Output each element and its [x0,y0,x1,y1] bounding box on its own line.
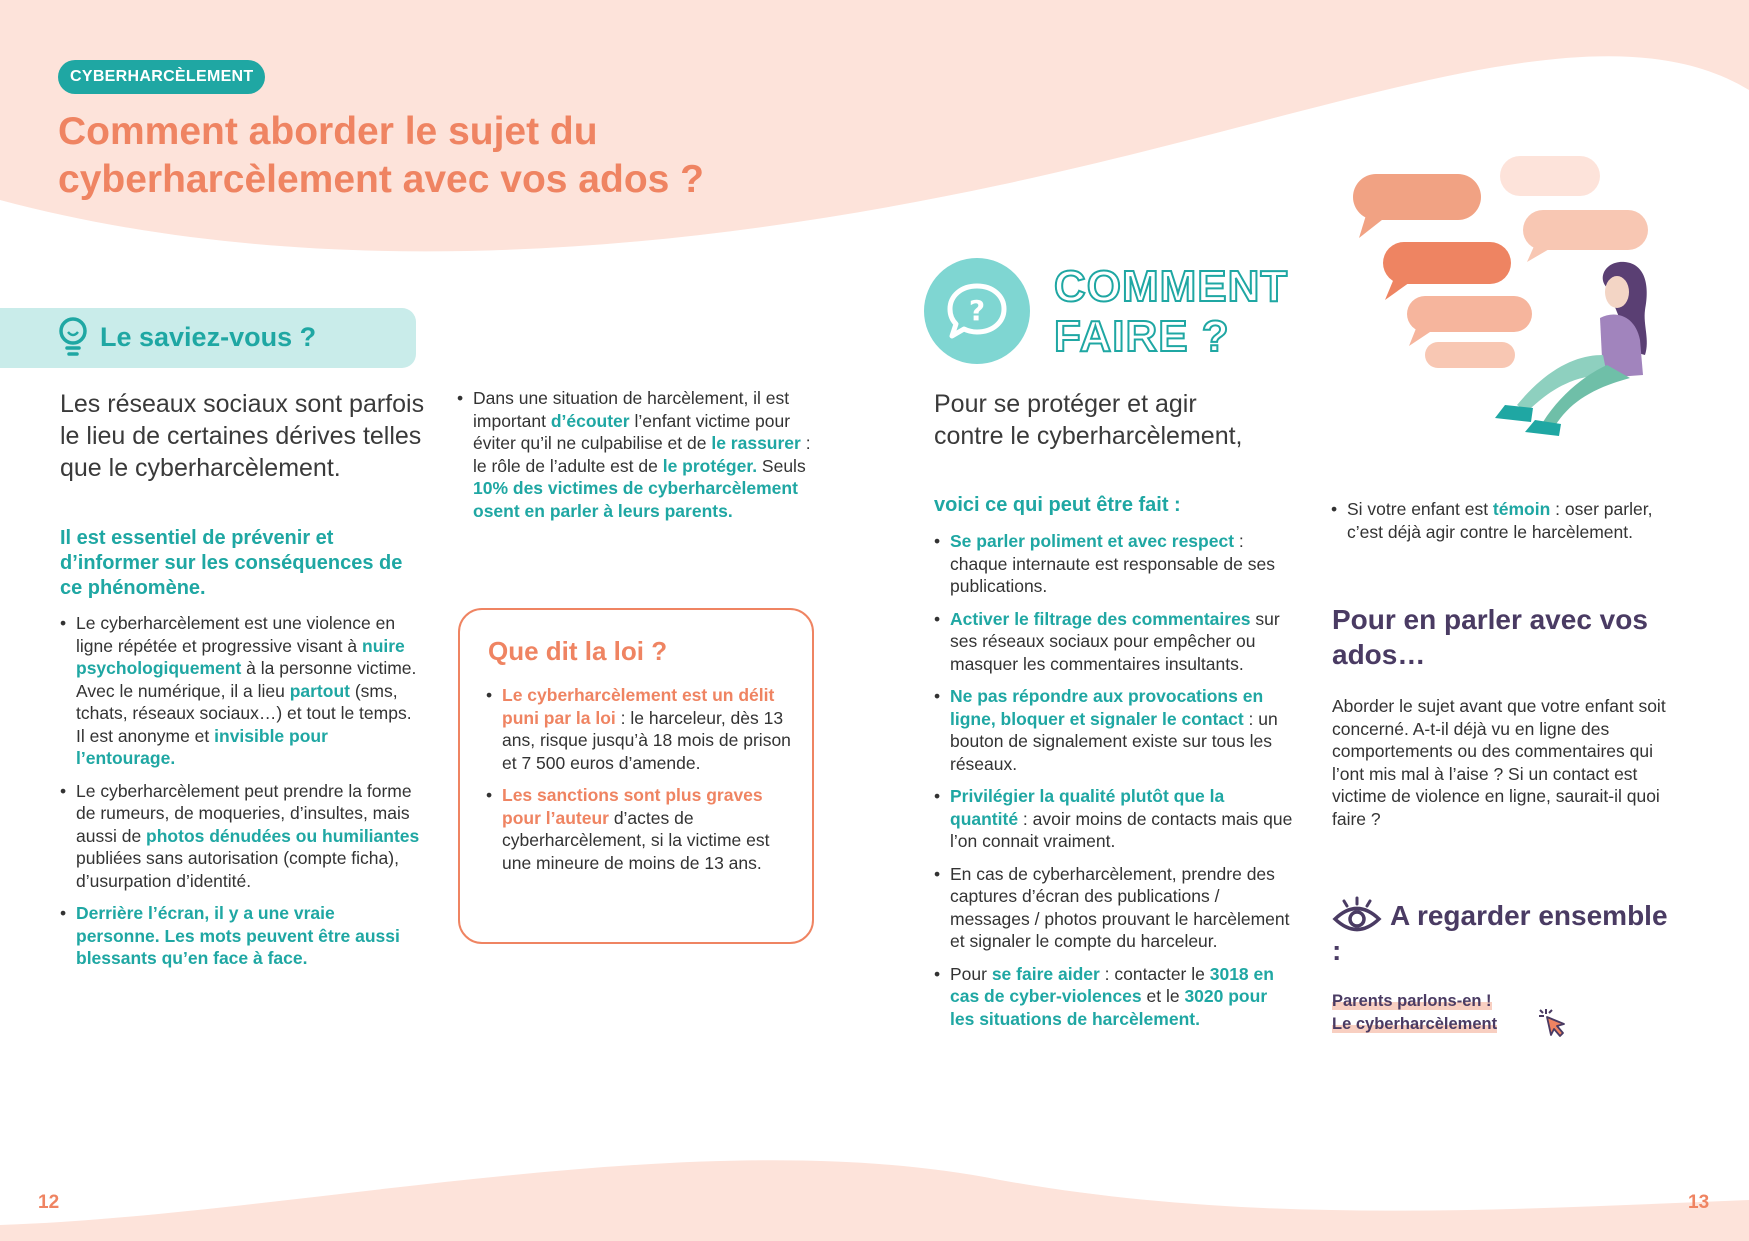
list-item: • Dans une situation de harcèlement, il est important d’écouter l’enfant victime pour éviter qu’il ne culpabilise et de le rassurer : le rôle de l’adulte est de le protéger. Seuls 10% des victimes de cyberharcèlement osent en parler à leurs parents. [457,387,817,522]
video-link-line1[interactable]: Parents parlons-en ! [1332,992,1492,1010]
comment-faire-title-line1: COMMENT [1054,262,1289,311]
list-item: • Activer le filtrage des commentaires sur ses réseaux sociaux pour empêcher ou masquer les commentaires insultants. [934,608,1294,676]
cursor-click-icon[interactable] [1538,1008,1568,1038]
question-bubble-icon [946,282,1008,340]
page-number-left: 12 [38,1192,60,1213]
list-item: • Le cyberharcèlement est un délit puni par la loi : le harceleur, dès 13 ans, risque jusqu’à 18 mois de prison et 7 500 euros d’amende. [486,684,796,774]
list-item: • Le cyberharcèlement est une violence en ligne répétée et progressive visant à nuire psychologiquement à la personne victime. Avec le numérique, il a lieu partout (sms, tchats, réseaux sociaux…) et tout le temps. Il est anonyme et invisible pour l’entourage. [60,612,420,770]
temoin-list [1331,498,1661,543]
list-item: • Les sanctions sont plus graves pour l’auteur d’actes de cyberharcèlement, si la victime est une mineure de moins de 13 ans. [486,784,796,874]
list-item: • Privilégier la qualité plutôt que la quantité : avoir moins de contacts mais que l’on connait vraiment. [934,785,1294,853]
list-item: • Pour se faire aider : contacter le 3018 en cas de cyber-violences et le 3020 pour les situations de harcèlement. [934,963,1294,1031]
svg-text:?: ? [968,294,986,327]
comment-faire-title [1054,262,1288,362]
page-title: Comment aborder le sujet du cyberharcèlement avec vos ados ? [58,110,704,201]
comment-faire-voici: voici ce qui peut être fait : [934,494,1181,516]
saviez-list [60,612,420,970]
comment-faire-title-line2: FAIRE ? [1054,312,1230,361]
comment-faire-list [934,530,1294,1030]
comment-faire-intro: Pour se protéger et agir contre le cyberharcèlement, [934,390,1243,450]
list-item: • Si votre enfant est témoin : oser parler, c’est déjà agir contre le harcèlement. [1331,498,1661,543]
parler-text: Aborder le sujet avant que votre enfant soit concerné. A-t-il déjà vu en ligne des comportements ou des commentaires qui l’ont mis mal à l’aise ? Si un contact est victime de violence en ligne, saurait-il quoi faire ? [1332,696,1666,829]
list-item: • Se parler poliment et avec respect : chaque internaute est responsable de ses publications. [934,530,1294,598]
lightbulb-icon [57,316,89,358]
video-link-line2[interactable]: Le cyberharcèlement [1332,1015,1498,1033]
list-item: • Ne pas répondre aux provocations en ligne, bloquer et signaler le contact : un bouton de signalement existe sur tous les réseaux. [934,685,1294,775]
regarder-title: A regarder ensemble : [1332,900,1668,966]
saviez-intro-bold: Il est essentiel de prévenir et d’informer sur les conséquences de ce phénomène. [60,527,403,599]
saviez-list-2 [457,387,817,522]
saviez-intro: Les réseaux sociaux sont parfois le lieu de certaines dérives telles que le cyberharcèlement. [60,390,425,482]
page-number-right: 13 [1688,1192,1710,1213]
law-title: Que dit la loi ? [488,636,668,666]
category-tag: CYBERHARCÈLEMENT [58,60,265,94]
law-list [486,684,796,874]
saviez-title: Le saviez-vous ? [100,322,317,352]
list-item: • Le cyberharcèlement peut prendre la forme de rumeurs, de moqueries, d’insultes, mais aussi de photos dénudées ou humiliantes publiées sans autorisation (compte ficha), d’usurpation d’identité. [60,780,420,893]
chat-bubbles-illustration [1345,150,1675,450]
video-link[interactable] [1332,990,1497,1036]
parler-title: Pour en parler avec vos ados… [1332,604,1648,670]
list-item: • En cas de cyberharcèlement, prendre des captures d’écran des publications / messages / photos prouvant le harcèlement et signaler le compte du harceleur. [934,863,1294,953]
list-item: • Derrière l’écran, il y a une vraie personne. Les mots peuvent être aussi blessants qu’en face à face. [60,902,420,970]
